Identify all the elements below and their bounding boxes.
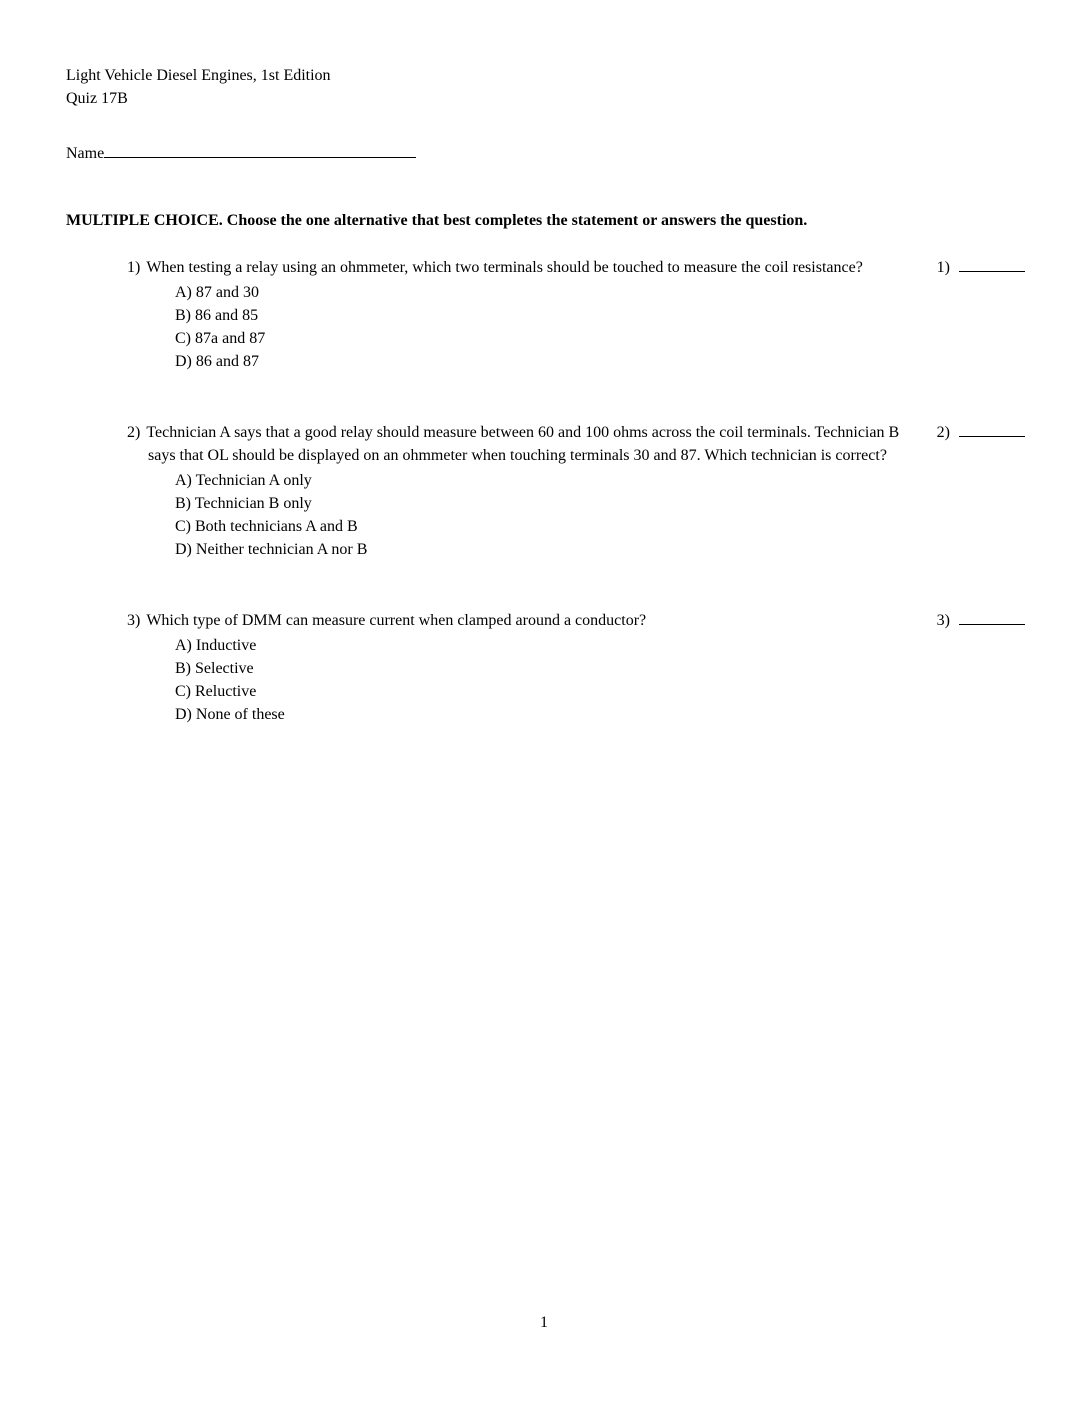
question-2-body	[127, 421, 919, 561]
question-2-text-line	[127, 421, 919, 467]
question-3-options	[127, 634, 919, 726]
option-b: B) Technician B only	[175, 495, 312, 512]
question-2	[127, 421, 1025, 561]
answer-blank[interactable]	[959, 256, 1025, 272]
question-1-body	[127, 256, 919, 373]
option-d: D) None of these	[175, 706, 285, 723]
option-a: A) Technician A only	[175, 472, 312, 489]
answer-number: 3)	[936, 612, 950, 629]
option-a: A) Inductive	[175, 637, 257, 654]
question-2-options	[127, 469, 919, 561]
question-1-text-line	[127, 256, 919, 279]
option-d: D) Neither technician A nor B	[175, 541, 368, 558]
page-number: 1	[540, 1314, 548, 1331]
option-c: C) Reluctive	[175, 683, 257, 700]
question-1-options	[127, 281, 919, 373]
name-line	[66, 142, 1025, 165]
question-list	[127, 256, 1025, 726]
answer-number: 1)	[936, 259, 950, 276]
answer-number: 2)	[936, 424, 950, 441]
option-a: A) 87 and 30	[175, 284, 259, 301]
answer-blank[interactable]	[959, 609, 1025, 625]
document-title: Light Vehicle Diesel Engines, 1st Edition	[66, 67, 331, 84]
option-c: C) Both technicians A and B	[175, 518, 358, 535]
question-3-body	[127, 609, 919, 726]
question-number: 3)	[127, 612, 141, 629]
option-d: D) 86 and 87	[175, 353, 259, 370]
document-header	[66, 64, 1025, 110]
question-text: Technician A says that a good relay should measure between 60 and 100 ohms across the coil terminals. Technician B says that OL should be displayed on an ohmmeter when touching terminals 30 and 87. Which technician is correct?	[146, 424, 900, 464]
question-3-text-line	[127, 609, 919, 632]
name-blank[interactable]	[104, 142, 416, 158]
option-b: B) Selective	[175, 660, 254, 677]
option-b: B) 86 and 85	[175, 307, 259, 324]
question-text: Which type of DMM can measure current when clamped around a conductor?	[146, 612, 647, 629]
question-3	[127, 609, 1025, 726]
question-number: 2)	[127, 424, 141, 441]
question-2-answer-field	[937, 421, 1025, 444]
question-text: When testing a relay using an ohmmeter, which two terminals should be touched to measure the coil resistance?	[146, 259, 863, 276]
document-subtitle: Quiz 17B	[66, 90, 128, 107]
name-label: Name	[66, 145, 105, 162]
question-3-answer-field	[937, 609, 1025, 632]
option-c: C) 87a and 87	[175, 330, 266, 347]
question-number: 1)	[127, 259, 141, 276]
question-1	[127, 256, 1025, 373]
question-1-answer-field	[937, 256, 1025, 279]
section-heading: MULTIPLE CHOICE. Choose the one alternative that best completes the statement or answers the question.	[66, 212, 808, 229]
answer-blank[interactable]	[959, 421, 1025, 437]
